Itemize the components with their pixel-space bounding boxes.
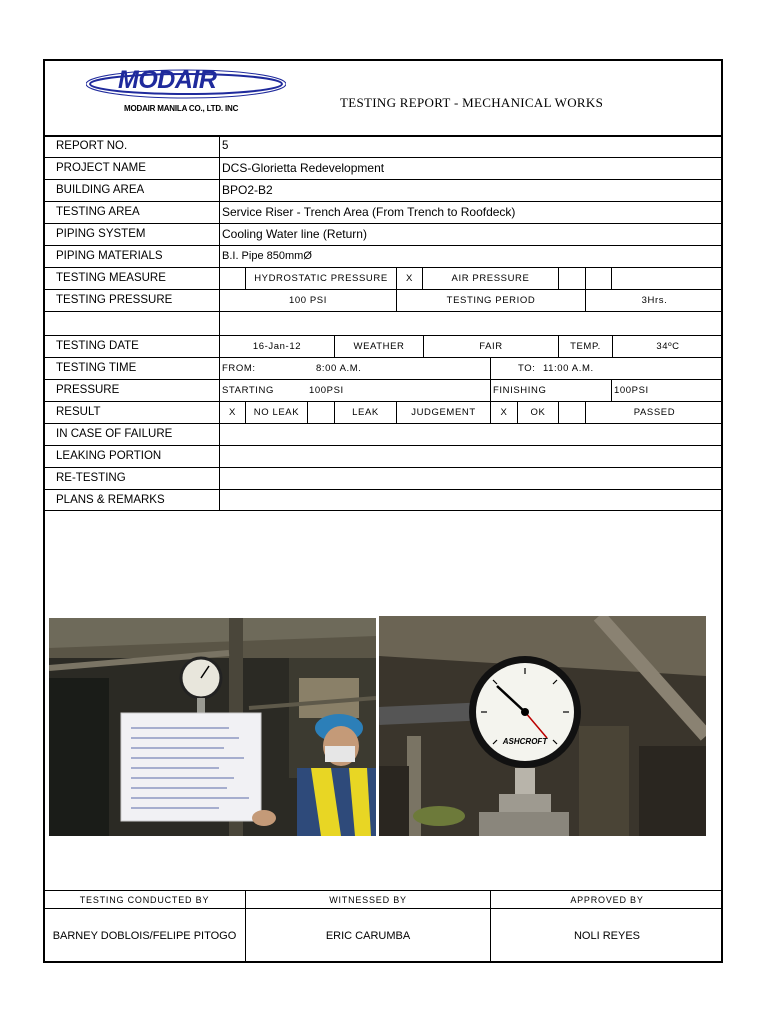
cell-divider	[611, 267, 612, 289]
row-line	[43, 245, 723, 246]
testing-pressure-value: 100 PSI	[288, 295, 327, 306]
hydrostatic-pressure-option: HYDROSTATIC PRESSURE	[254, 273, 388, 284]
piping-materials-label: PIPING MATERIALS	[56, 250, 163, 262]
label-column-divider	[219, 136, 220, 510]
ok-check-mark: X	[500, 407, 508, 418]
no-leak-option: NO LEAK	[253, 407, 300, 418]
gauge-brand-label: ASHCROFT	[502, 737, 548, 746]
approved-by-name: NOLI REYES	[573, 930, 641, 942]
photo-worker-with-gauge	[49, 618, 376, 836]
piping-system-label: PIPING SYSTEM	[56, 228, 146, 240]
time-from-label: FROM:	[222, 363, 256, 374]
time-from-value: 8:00 A.M.	[316, 363, 362, 374]
weather-value: FAIR	[479, 341, 503, 352]
re-testing-label: RE-TESTING	[56, 472, 126, 484]
hydrostatic-check-mark: X	[406, 273, 413, 284]
building-area-value: BPO2-B2	[222, 183, 273, 197]
testing-pressure-label: TESTING PRESSURE	[56, 294, 173, 306]
row-line	[43, 423, 723, 424]
plans-remarks-label: PLANS & REMARKS	[56, 494, 165, 506]
photo-pressure-gauge-closeup	[379, 616, 706, 836]
header-divider	[43, 135, 723, 137]
air-pressure-option: AIR PRESSURE	[451, 273, 530, 284]
testing-area-label: TESTING AREA	[56, 206, 140, 218]
no-leak-check-mark: X	[229, 407, 236, 418]
leak-option: LEAK	[352, 407, 379, 418]
witnessed-by-name: ERIC CARUMBA	[325, 930, 411, 942]
row-line	[43, 179, 723, 180]
testing-measure-label: TESTING MEASURE	[56, 272, 166, 284]
ok-option: OK	[530, 407, 546, 418]
project-name-value: DCS-Glorietta Redevelopment	[222, 161, 385, 175]
testing-date-label: TESTING DATE	[56, 340, 139, 352]
row-line	[43, 357, 723, 358]
piping-materials-value: B.I. Pipe 850mmØ	[222, 250, 312, 262]
row-line	[43, 467, 723, 468]
conducted-by-label: TESTING CONDUCTED BY	[79, 895, 210, 905]
signature-header-line	[43, 908, 723, 909]
row-line	[43, 223, 723, 224]
cell-divider	[490, 357, 491, 379]
row-line	[43, 267, 723, 268]
starting-label: STARTING	[222, 385, 274, 396]
approved-by-label: APPROVED BY	[570, 895, 644, 905]
signature-top-line	[43, 890, 723, 891]
time-to-value: 11:00 A.M.	[543, 363, 594, 374]
report-no-value: 5	[222, 140, 229, 152]
building-area-label: BUILDING AREA	[56, 184, 145, 196]
report-title: TESTING REPORT - MECHANICAL WORKS	[340, 95, 604, 110]
testing-period-label: TESTING PERIOD	[446, 295, 536, 306]
cell-divider	[558, 267, 559, 289]
testing-area-value: Service Riser - Trench Area (From Trench to Roofdeck)	[222, 205, 516, 219]
cell-divider	[558, 401, 559, 423]
conducted-by-name: BARNEY DOBLOIS/FELIPE PITOGO	[52, 930, 237, 942]
cell-divider	[585, 267, 586, 289]
witnessed-by-label: WITNESSED BY	[329, 895, 407, 905]
cell-divider	[611, 379, 612, 401]
testing-date-value: 16-Jan-12	[252, 341, 302, 352]
row-line	[43, 379, 723, 380]
row-line	[43, 401, 723, 402]
row-line	[43, 289, 723, 290]
result-label: RESULT	[56, 406, 101, 418]
piping-system-value: Cooling Water line (Return)	[222, 227, 367, 241]
row-line	[43, 335, 723, 336]
time-to-label: TO:	[518, 363, 536, 374]
finishing-label: FINISHING	[493, 385, 547, 396]
modair-logo: MODAIR	[118, 66, 217, 94]
pressure-label: PRESSURE	[56, 384, 120, 396]
testing-time-label: TESTING TIME	[56, 362, 137, 374]
cell-divider	[490, 379, 491, 401]
testing-period-value: 3Hrs.	[641, 295, 668, 306]
row-line	[43, 445, 723, 446]
temp-value: 34ºC	[656, 341, 680, 352]
judgement-label: JUDGEMENT	[411, 407, 476, 418]
row-line	[43, 157, 723, 158]
result-passed: PASSED	[633, 407, 676, 418]
project-name-label: PROJECT NAME	[56, 162, 146, 174]
row-line	[43, 201, 723, 202]
row-line	[43, 311, 723, 312]
company-name: MODAIR MANILA CO., LTD. INC	[124, 104, 239, 113]
finishing-value: 100PSI	[614, 385, 649, 396]
temp-label: TEMP.	[570, 341, 601, 352]
row-line	[43, 510, 723, 511]
cell-divider	[307, 401, 308, 423]
row-line	[43, 489, 723, 490]
weather-label: WEATHER	[353, 341, 405, 352]
in-case-of-failure-label: IN CASE OF FAILURE	[56, 428, 173, 440]
report-no-label: REPORT NO.	[56, 140, 128, 152]
leaking-portion-label: LEAKING PORTION	[56, 450, 162, 462]
starting-value: 100PSI	[309, 385, 344, 396]
